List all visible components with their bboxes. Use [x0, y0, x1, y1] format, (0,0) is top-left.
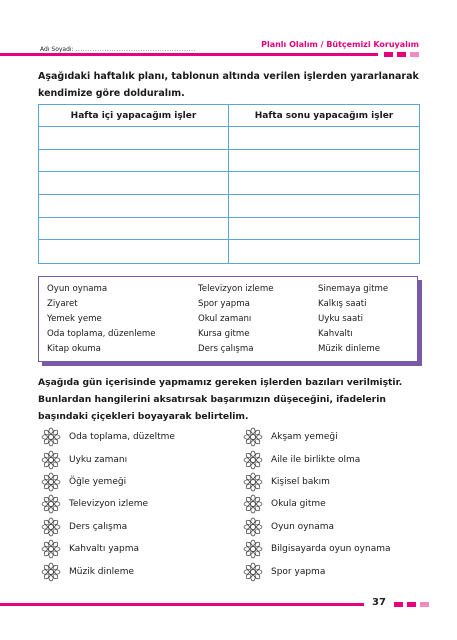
flower-item-label: Öğle yemeği [69, 476, 127, 487]
flower-item [38, 426, 175, 448]
flower-icon[interactable] [38, 539, 64, 559]
weekday-cell[interactable] [39, 127, 229, 150]
flower-item-label: Spor yapma [271, 566, 326, 577]
name-label: Adı Soyadı: [40, 46, 74, 53]
flower-item [240, 516, 391, 538]
weekend-cell[interactable] [229, 195, 419, 218]
weekend-header: Hafta sonu yapacağım işler [229, 105, 419, 127]
activity-item: Televizyon izleme [198, 284, 274, 294]
name-field [40, 46, 196, 53]
weekday-cell[interactable] [39, 150, 229, 173]
flower-icon[interactable] [38, 427, 64, 447]
instruction-text: Aşağıda gün içerisinde yapmamız gereken işlerden bazıları verilmiştir. Bunlardan hangilerini aksatırsak başarımızın düşeceğini, ifadelerin başındaki çiçekleri boyayarak belirtelim. [38, 377, 403, 422]
flower-list-left [38, 426, 175, 583]
deco-square [384, 52, 393, 57]
flower-item-label: Okula gitme [271, 499, 326, 510]
flower-icon[interactable] [38, 562, 64, 582]
activity-item: Kahvaltı [318, 329, 353, 339]
flower-item-label: Ders çalışma [69, 521, 128, 532]
flower-item [240, 538, 391, 560]
flower-item-label: Aile ile birlikte olma [271, 454, 361, 465]
name-blank: .................................................. [75, 46, 196, 53]
footer-decoration [394, 602, 429, 607]
activity-column-3 [318, 282, 388, 357]
activity-column-2 [198, 282, 274, 357]
flower-item-label: Müzik dinleme [69, 566, 135, 577]
weekly-plan-table [38, 104, 420, 264]
flower-list-right [240, 426, 391, 583]
flower-icon[interactable] [38, 517, 64, 537]
flower-icon[interactable] [240, 472, 266, 492]
activity-item: Okul zamanı [198, 314, 252, 324]
flower-item-label: Akşam yemeği [271, 432, 338, 443]
activity-item: Kursa gitme [198, 329, 250, 339]
flower-item-label: Uyku zamanı [69, 454, 128, 465]
weekday-cell[interactable] [39, 195, 229, 218]
deco-square [407, 602, 416, 607]
activity-item: Oyun oynama [47, 284, 108, 294]
flower-item [38, 538, 175, 560]
weekend-cell[interactable] [229, 127, 419, 150]
weekend-cell[interactable] [229, 240, 419, 263]
flower-item [38, 471, 175, 493]
flower-item [240, 426, 391, 448]
flower-icon[interactable] [240, 494, 266, 514]
footer-divider [0, 603, 364, 606]
flower-item-label: Kişisel bakım [271, 476, 330, 487]
flower-item-label: Kahvaltı yapma [69, 544, 140, 555]
flower-item [38, 516, 175, 538]
flower-item [38, 448, 175, 470]
flower-item-label: Televizyon izleme [69, 499, 149, 510]
weekday-cell[interactable] [39, 240, 229, 263]
flower-icon[interactable] [38, 494, 64, 514]
weekend-cell[interactable] [229, 172, 419, 195]
activity-item: Oda toplama, düzenleme [47, 329, 156, 339]
flower-icon[interactable] [240, 517, 266, 537]
flower-item-label: Oda toplama, düzeltme [69, 432, 175, 443]
flower-icon[interactable] [240, 450, 266, 470]
deco-square [410, 52, 419, 57]
intro-text: Aşağıdaki haftalık planı, tablonun altında verilen işlerden yararlanarak kendimize göre dolduralım. [38, 71, 419, 99]
page-title: Planlı Olalım / Bütçemizi Koruyalım [261, 40, 419, 49]
flower-item [38, 560, 175, 582]
flower-item-label: Bilgisayarda oyun oynama [271, 544, 391, 555]
flower-item [240, 471, 391, 493]
activity-item: Ders çalışma [198, 344, 254, 354]
deco-square [420, 602, 429, 607]
activity-item: Sinemaya gitme [318, 284, 389, 294]
header-decoration [384, 52, 419, 57]
flower-icon[interactable] [38, 472, 64, 492]
weekday-cell[interactable] [39, 218, 229, 241]
activity-item: Ziyaret [47, 299, 78, 309]
weekday-header: Hafta içi yapacağım işler [39, 105, 229, 127]
page-number: 37 [372, 597, 386, 608]
weekday-cell[interactable] [39, 172, 229, 195]
flower-item [240, 560, 391, 582]
flower-item [38, 493, 175, 515]
activity-item: Kalkış saati [318, 299, 367, 309]
deco-square [397, 52, 406, 57]
weekend-cell[interactable] [229, 150, 419, 173]
flower-item [240, 493, 391, 515]
activity-column-1 [47, 282, 156, 357]
flower-icon[interactable] [240, 539, 266, 559]
deco-square [394, 602, 403, 607]
activity-item: Spor yapma [198, 299, 250, 309]
flower-item [240, 448, 391, 470]
activity-item: Yemek yeme [47, 314, 102, 324]
weekend-cell[interactable] [229, 218, 419, 241]
activity-list-box [38, 276, 418, 362]
flower-icon[interactable] [240, 562, 266, 582]
flower-icon[interactable] [38, 450, 64, 470]
activity-item: Kitap okuma [47, 344, 101, 354]
activity-item: Müzik dinleme [318, 344, 381, 354]
flower-icon[interactable] [240, 427, 266, 447]
flower-item-label: Oyun oynama [271, 521, 335, 532]
header-divider [0, 53, 378, 56]
activity-item: Uyku saati [318, 314, 364, 324]
